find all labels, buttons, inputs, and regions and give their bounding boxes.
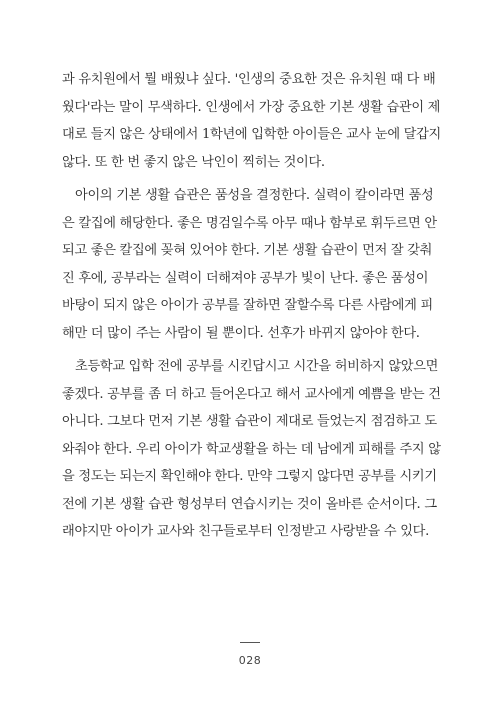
page-number: 028 [238,654,262,667]
paragraph-2 [62,182,442,347]
text-line: 을 정도는 되는지 확인해야 한다. 만약 그렇지 않다면 공부를 시키기 [62,469,437,484]
text-line: 바탕이 되지 않은 아이가 공부를 잘하면 잘할수록 다른 사람에게 피 [62,298,433,313]
text-line: 초등학교 입학 전에 공부를 시킨답시고 시간을 허비하지 않았으면 [75,359,439,374]
text-line: 진 후에, 공부라는 실력이 더해져야 공부가 빛이 난다. 좋은 품성이 [62,270,429,286]
paragraph-1 [62,66,442,176]
text-line: 전에 기본 생활 습관 형성부터 연습시키는 것이 올바른 순서이다. 그 [62,496,437,512]
body-text [62,66,442,552]
text-line: 래야지만 아이가 교사와 친구들로부터 인정받고 사랑받을 수 있다. [62,524,429,539]
text-line: 되고 좋은 칼집에 꽂혀 있어야 한다. 기본 생활 습관이 먼저 잘 갖춰 [62,243,433,258]
text-line: 와줘야 한다. 우리 아이가 학교생활을 하는 데 남에게 피해를 주지 않 [62,441,441,457]
text-line: 과 유치원에서 뭘 배웠냐 싶다. '인생의 중요한 것은 유치원 때 다 배 [62,72,436,87]
footer-divider [240,642,260,643]
text-line: 좋겠다. 공부를 좀 더 하고 들어온다고 해서 교사에게 예쁨을 받는 건 [62,386,441,402]
page-footer [0,642,500,668]
text-line: 아니다. 그보다 먼저 기본 생활 습관이 제대로 들었는지 점검하고 도 [62,414,437,429]
paragraph-3 [62,353,442,546]
text-line: 은 칼집에 해당한다. 좋은 명검일수록 아무 때나 함부로 휘두르면 안 [62,215,437,231]
text-line: 아이의 기본 생활 습관은 품성을 결정한다. 실력이 칼이라면 품성 [75,188,434,203]
text-line: 대로 들지 않은 상태에서 1학년에 입학한 아이들은 교사 눈에 달갑지 [62,127,441,142]
text-line: 해만 더 많이 주는 사람이 될 뿐이다. 선후가 바뀌지 않아야 한다. [62,325,420,341]
text-line: 않다. 또 한 번 좋지 않은 낙인이 찍히는 것이다. [62,154,325,170]
text-line: 웠다'라는 말이 무색하다. 인생에서 가장 중요한 기본 생활 습관이 제 [62,99,441,115]
